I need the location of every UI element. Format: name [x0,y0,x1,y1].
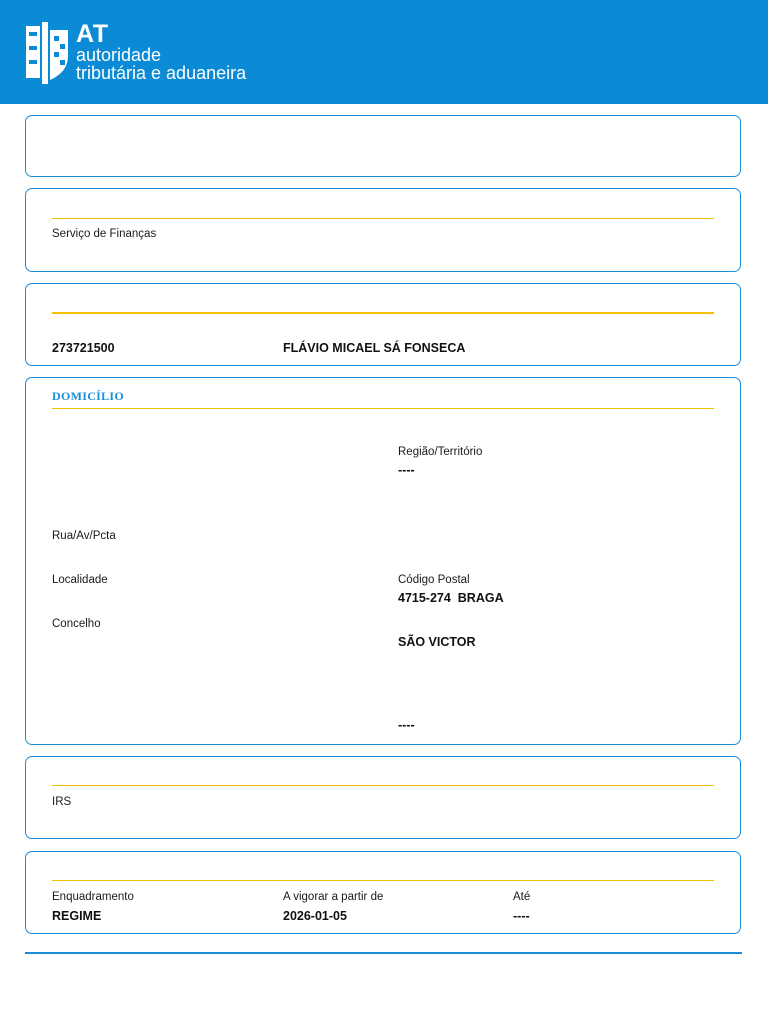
office-card [25,188,741,272]
taxpayer-name: FLÁVIO MICAEL SÁ FONSECA [283,341,466,355]
region-label: Região/Território [398,446,483,458]
logo-wordmark [76,22,246,82]
enquadramento-label: Enquadramento [52,891,134,903]
extra-value: ---- [398,718,415,732]
divider-line [52,880,714,881]
postal-code-value: 4715-274 BRAGA [398,591,504,605]
framework-card [25,851,741,934]
street-label: Rua/Av/Pcta [52,530,116,542]
taxpayer-card [25,283,741,366]
enquadramento-value: REGIME [52,909,102,923]
empty-card [25,115,741,177]
taxpayer-nif: 273721500 [52,341,115,355]
logo-abbr: AT [76,20,109,48]
logo-line-2: tributária e aduaneira [76,63,247,83]
municipality-value: SÃO VICTOR [398,635,476,649]
logo-line-1: autoridade [76,45,162,65]
divider-line [52,408,714,409]
office-label: Serviço de Finanças [52,228,157,240]
locality-label: Localidade [52,574,108,586]
divider-line [52,785,714,786]
tax-card [25,756,741,839]
domicile-card [25,377,741,745]
divider-line [52,312,714,314]
domicile-title: DOMICÍLIO [52,389,125,403]
region-value: ---- [398,463,415,477]
header-banner [0,0,768,104]
tax-label: IRS [52,796,72,808]
at-logo-icon [24,22,72,84]
footer-divider [25,952,742,954]
start-date-label: A vigorar a partir de [283,891,384,903]
postal-code-label: Código Postal [398,574,470,586]
end-date-label: Até [513,891,531,903]
municipality-label: Concelho [52,618,101,630]
start-date-value: 2026-01-05 [283,909,347,923]
end-date-value: ---- [513,909,530,923]
divider-line [52,218,714,219]
